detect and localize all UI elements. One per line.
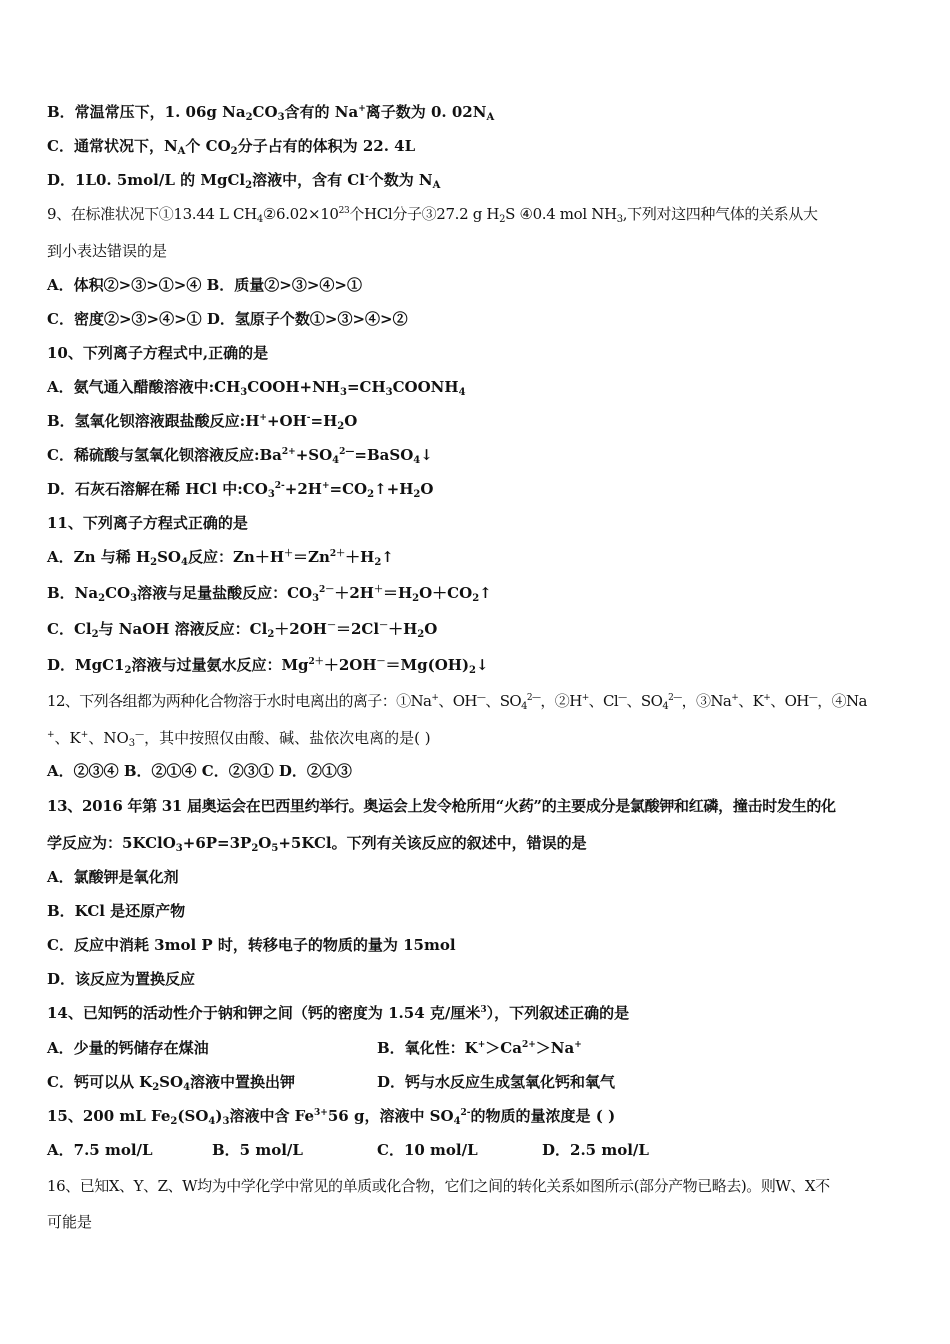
q14-option-a: A．少量的钙储存在煤油 bbox=[47, 1039, 209, 1057]
q15-option-c: C．10 mol/L bbox=[377, 1141, 478, 1159]
q10-option-d: D．石灰石溶解在稀 HCl 中$:CO_3^{2-}+2H^+=CO_2↑+H_2O$ bbox=[47, 480, 434, 500]
q11-stem: 11、下列离子方程式正确的是 bbox=[47, 514, 248, 532]
q12-stem-line2: +、K+、$NO_3^—$，其中按照仅由酸、碱、盐依次电离的是( ) bbox=[47, 729, 431, 749]
q8-option-c: C．通常状况下，$N_A$个 $CO_2$分子占有的体积为 22. 4L bbox=[47, 137, 416, 157]
q8-option-d: D．1L0. 5mol/L 的 MgCl$_2$溶液中，含有 Cl-个数为 $N_A$ bbox=[47, 171, 441, 191]
q8-option-b: B．常温常压下，1. 06g $Na_2CO_3$含有的 Na+离子数为 0. $02N_A$ bbox=[47, 103, 495, 123]
q14-option-d: D．钙与水反应生成氢氧化钙和氧气 bbox=[377, 1073, 616, 1091]
q10-stem: 10、下列离子方程式中,正确的是 bbox=[47, 344, 269, 362]
q10-option-b: B．氢氧化钡溶液跟盐酸反应$:H^++OH^-=H_2O$ bbox=[47, 412, 358, 432]
q13-option-b: B．KCl 是还原产物 bbox=[47, 902, 186, 920]
q11-option-c: C．$Cl_2$与 NaOH 溶液反应：$Cl_2+2OH^-=2Cl^-+H_2O$ bbox=[47, 620, 438, 640]
q9-options-cd: C．密度②>③>④>① D．氢原子个数①>③>④>② bbox=[47, 310, 408, 328]
q11-option-a: A．Zn 与稀 $H_2SO_4$反应：$Zn+H^+=Zn^{2+}+H_2↑$ bbox=[47, 548, 394, 568]
q12-options: A．②③④ B．②①④ C．②③① D．②①③ bbox=[47, 762, 352, 780]
q16-stem-line2: 可能是 bbox=[47, 1213, 93, 1231]
q11-option-b: B．$Na_2CO_3$溶液与足量盐酸反应：$CO_3^{2-}+2H^+=H_2O+CO_2↑$ bbox=[47, 584, 492, 604]
q15-stem: 15、200 mL $Fe_2(SO_4)_3$溶液中含 $Fe^{3+}56$ g，溶液中 $SO_4^{2-}$的物质的量浓度是 ( ) bbox=[47, 1107, 616, 1127]
q13-option-c: C．反应中消耗 3mol P 时，转移电子的物质的量为 15mol bbox=[47, 936, 456, 954]
q10-option-c: C．稀硫酸与氢氧化钡溶液反应$:Ba^{2+}+SO_4^{2—}=BaSO_4↓$ bbox=[47, 446, 433, 466]
q9-stem-line1: 9、在标准状况下①13.44 L $CH_4②6.02\times 10^{23}$个HCl分子③27.2 g $H_2S$ ④0.4 mol $NH_3$,下列对这四种气体的关系从大 bbox=[47, 205, 818, 225]
q13-option-a: A．氯酸钾是氧化剂 bbox=[47, 868, 179, 886]
q9-options-ab: A．体积②>③>①>④ B．质量②>③>④>① bbox=[47, 276, 362, 294]
q14-stem: 14、已知钙的活动性介于钠和钾之间（钙的密度为 1.54 克/厘米$^3$），下列叙述正确的是 bbox=[47, 1004, 630, 1022]
q10-option-a: A．氨气通入醋酸溶液中$:CH_3COOH+NH_3=CH_3COONH_4$ bbox=[47, 378, 466, 398]
q13-stem-line2: 学反应为：$5KClO_3+6P=3P_2O_5+5KCl$。下列有关该反应的叙述中，错误的是 bbox=[47, 834, 587, 854]
q15-option-d: D．2.5 mol/L bbox=[542, 1141, 649, 1159]
q13-stem-line1: 13、2016 年第 31 届奥运会在巴西里约举行。奥运会上发令枪所用“火药”的主要成分是氯酸钾和红磷，撞击时发生的化 bbox=[47, 797, 836, 815]
q9-stem-line2: 到小表达错误的是 bbox=[47, 242, 168, 260]
q12-stem-line1: 12、下列各组都为两种化合物溶于水时电离出的离子：①Na+、OH—、$SO_4^{2—}$，②H+、Cl—、$SO_4^{2—}$，③Na+、K+、OH—，④Na bbox=[47, 692, 867, 712]
q14-option-b: B．氧化性：$K^+>Ca^{2+}>Na^+$ bbox=[377, 1039, 582, 1057]
q15-option-a: A．7.5 mol/L bbox=[47, 1141, 153, 1159]
q13-option-d: D．该反应为置换反应 bbox=[47, 970, 196, 988]
q16-stem-line1: 16、已知X、Y、Z、W均为中学化学中常见的单质或化合物，它们之间的转化关系如图所示(部分产物已略去)。则W、X不 bbox=[47, 1177, 830, 1195]
q11-option-d: D．$MgC1_2$溶液与过量氨水反应：$Mg^{2+}+2OH^-=Mg(OH)_2↓$ bbox=[47, 656, 489, 676]
q14-option-c: C．钙可以从 $K_2SO_4$溶液中置换出钾 bbox=[47, 1073, 296, 1093]
q15-option-b: B．5 mol/L bbox=[212, 1141, 303, 1159]
